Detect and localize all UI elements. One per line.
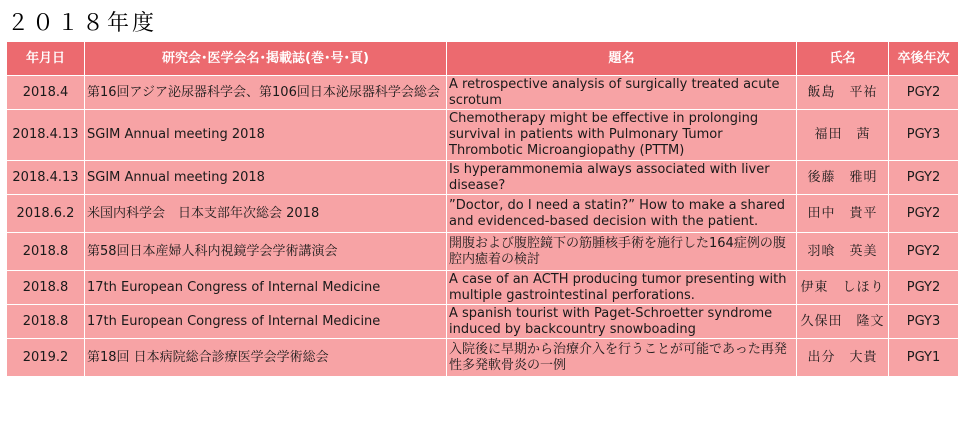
header-meeting: 研究会･医学会名･掲載誌(巻･号･頁) (85, 42, 447, 76)
cell-year: PGY3 (889, 110, 959, 161)
cell-author: 出分 大貴 (797, 339, 889, 377)
cell-meeting: 17th European Congress of Internal Medicine (85, 305, 447, 339)
cell-author: 飯島 平祐 (797, 76, 889, 110)
page-title: ２０１８年度 (7, 11, 158, 36)
table-row (7, 110, 959, 161)
cell-year: PGY2 (889, 271, 959, 305)
table-row (7, 76, 959, 110)
cell-author: 後藤 雅明 (797, 161, 889, 195)
cell-title: 入院後に早期から治療介入を行うことが可能であった再発性多発軟骨炎の一例 (447, 339, 797, 377)
cell-date: 2019.2 (7, 339, 85, 377)
publications-table (6, 41, 959, 377)
cell-meeting: 第58回日本産婦人科内視鏡学会学術講演会 (85, 233, 447, 271)
cell-title: A retrospective analysis of surgically treated acute scrotum (447, 76, 797, 110)
cell-date: 2018.6.2 (7, 195, 85, 233)
cell-author: 福田 茜 (797, 110, 889, 161)
cell-meeting: 第18回 日本病院総合診療医学会学術総会 (85, 339, 447, 377)
cell-date: 2018.4.13 (7, 161, 85, 195)
cell-year: PGY2 (889, 161, 959, 195)
cell-title: Is hyperammonemia always associated with liver disease? (447, 161, 797, 195)
cell-meeting: 第16回アジア泌尿器科学会、第106回日本泌尿器科学会総会 (85, 76, 447, 110)
cell-year: PGY2 (889, 76, 959, 110)
cell-title: ”Doctor, do I need a statin?” How to make a shared and evidenced-based decision with the patient. (447, 195, 797, 233)
header-year: 卒後年次 (889, 42, 959, 76)
cell-meeting: 米国内科学会 日本支部年次総会 2018 (85, 195, 447, 233)
cell-date: 2018.8 (7, 305, 85, 339)
table-header-row (7, 42, 959, 76)
header-author: 氏名 (797, 42, 889, 76)
header-date: 年月日 (7, 42, 85, 76)
cell-year: PGY2 (889, 233, 959, 271)
table-row (7, 233, 959, 271)
cell-author: 田中 貴平 (797, 195, 889, 233)
cell-title: 開腹および腹腔鏡下の筋腫核手術を施行した164症例の腹腔内癒着の検討 (447, 233, 797, 271)
table-row (7, 161, 959, 195)
header-title: 題名 (447, 42, 797, 76)
cell-title: Chemotherapy might be effective in prolonging survival in patients with Pulmonary Tumor Thrombotic Microangiopathy (PTTM) (447, 110, 797, 161)
cell-author: 伊東 しほり (797, 271, 889, 305)
cell-year: PGY3 (889, 305, 959, 339)
cell-date: 2018.8 (7, 271, 85, 305)
cell-date: 2018.8 (7, 233, 85, 271)
table-row (7, 271, 959, 305)
cell-title: A spanish tourist with Paget-Schroetter syndrome induced by backcountry snowboading (447, 305, 797, 339)
cell-meeting: SGIM Annual meeting 2018 (85, 161, 447, 195)
table-row (7, 195, 959, 233)
cell-meeting: 17th European Congress of Internal Medicine (85, 271, 447, 305)
table-row (7, 339, 959, 377)
cell-date: 2018.4 (7, 76, 85, 110)
cell-author: 久保田 隆文 (797, 305, 889, 339)
table-row (7, 305, 959, 339)
cell-date: 2018.4.13 (7, 110, 85, 161)
cell-year: PGY1 (889, 339, 959, 377)
cell-author: 羽喰 英美 (797, 233, 889, 271)
cell-year: PGY2 (889, 195, 959, 233)
cell-title: A case of an ACTH producing tumor presenting with multiple gastrointestinal perforations. (447, 271, 797, 305)
cell-meeting: SGIM Annual meeting 2018 (85, 110, 447, 161)
